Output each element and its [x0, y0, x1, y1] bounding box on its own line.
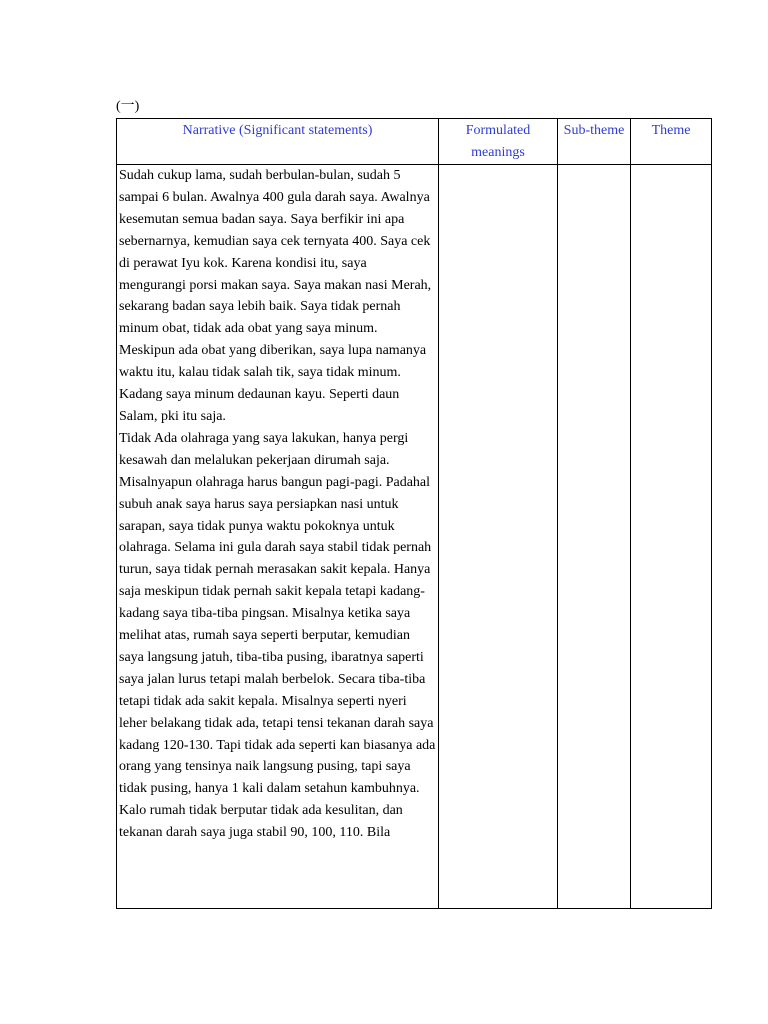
header-narrative: Narrative (Significant statements) [117, 119, 439, 165]
section-marker: (一) [116, 99, 140, 114]
narrative-paragraph: Sudah cukup lama, sudah berbulan-bulan, sudah 5 sampai 6 bulan. Awalnya 400 gula darah saya. Awalnya kesemutan semua badan saya. Saya berfikir ini apa sebernarnya, kemudian saya cek ternyata 400. Saya cek di perawat Iyu kok. Karena kondisi itu, saya mengurangi porsi makan saya. Saya makan nasi Merah, sekarang badan saya lebih baik. Saya tidak pernah minum obat, tidak ada obat yang saya minum. Meskipun ada obat yang diberikan, saya lupa namanya waktu itu, kalau tidak salah tik, saya tidak minum. Kadang saya minum dedaunan kayu. Seperti daun Salam, pki itu saja. [119, 168, 432, 424]
narrative-paragraph: Kalo rumah tidak berputar tidak ada kesulitan, dan tekanan darah saya juga stabil 90, 100, 110. Bila [119, 803, 403, 841]
sub-theme-cell [558, 165, 631, 909]
narrative-cell [117, 165, 439, 909]
theme-cell [631, 165, 712, 909]
formulated-meanings-cell [439, 165, 558, 909]
header-formulated-meanings: Formulated meanings [439, 119, 558, 165]
table-header-row [117, 119, 712, 165]
narrative-paragraph: Tidak Ada olahraga yang saya lakukan, hanya pergi kesawah dan melalukan pekerjaan dirumah saja. Misalnyapun olahraga harus bangun pagi-pagi. Padahal subuh anak saya harus saya persiapkan nasi untuk sarapan, saya tidak punya waktu pokoknya untuk olahraga. Selama ini gula darah saya stabil tidak pernah turun, saya tidak pernah merasakan sakit kepala. Hanya saja meskipun tidak pernah sakit kepala tetapi kadang-kadang saya tiba-tiba pingsan. Misalnya ketika saya melihat atas, rumah saya seperti berputar, kemudian saya langsung jatuh, tiba-tiba pusing, ibaratnya saperti saya jalan lurus tetapi malah berbelok. Secara tiba-tiba tetapi tidak ada sakit kepala. Misalnya seperti nyeri leher belakang tidak ada, tetapi tensi tekanan darah saya kadang 120-130. Tapi tidak ada seperti kan biasanya ada orang yang tensinya naik langsung pusing, tapi saya tidak pusing, hanya 1 kali dalam setahun kambuhnya. [119, 430, 436, 797]
header-sub-theme: Sub-theme [558, 119, 631, 165]
header-theme: Theme [631, 119, 712, 165]
table-row [117, 165, 712, 909]
interview-analysis-table [116, 118, 712, 909]
